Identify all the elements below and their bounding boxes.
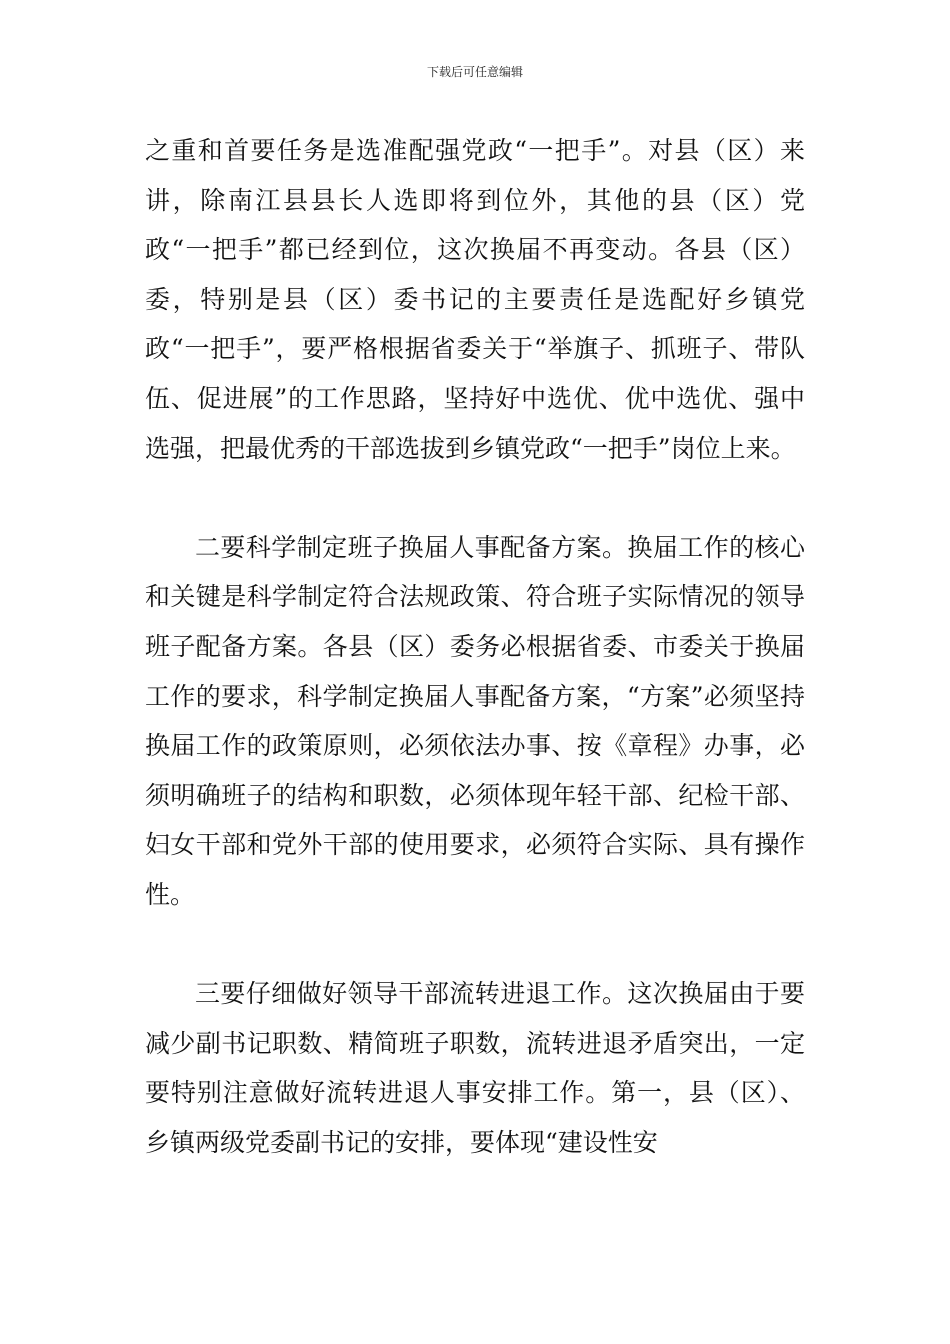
page-header: 下载后可任意编辑 xyxy=(426,65,523,79)
paragraph-continuation: 之重和首要任务是选准配强党政“一把手”。对县（区）来讲，除南江县县长人选即将到位外，其他的县（区）党政“一把手”都已经到位，这次换届不再变动。各县（区）委，特别是县（区）委书记的主要责任是选配好乡镇党政“一把手”，要严格根据省委关于“举旗子、抓班子、带队伍、促进展”的工作思路，坚持好中选优、优中选优、强中选强，把最优秀的干部选拔到乡镇党政“一把手”岗位上来。 xyxy=(145,136,805,463)
document-body xyxy=(145,126,805,1167)
paragraph-third-requirement: 三要仔细做好领导干部流转进退工作。这次换届由于要减少副书记职数、精简班子职数，流转进退矛盾突出，一定要特别注意做好流转进退人事安排工作。第一，县（区）、乡镇两级党委副书记的安排，要体现“建设性安 xyxy=(145,979,805,1157)
paragraph-second-requirement: 二要科学制定班子换届人事配备方案。换届工作的核心和关键是科学制定符合法规政策、符合班子实际情况的领导班子配备方案。各县（区）委务必根据省委、市委关于换届工作的要求，科学制定换届人事配备方案，“方案”必须坚持换届工作的政策原则，必须依法办事、按《章程》办事，必须明确班子的结构和职数，必须体现年轻干部、纪检干部、妇女干部和党外干部的使用要求，必须符合实际、具有操作性。 xyxy=(145,532,805,909)
